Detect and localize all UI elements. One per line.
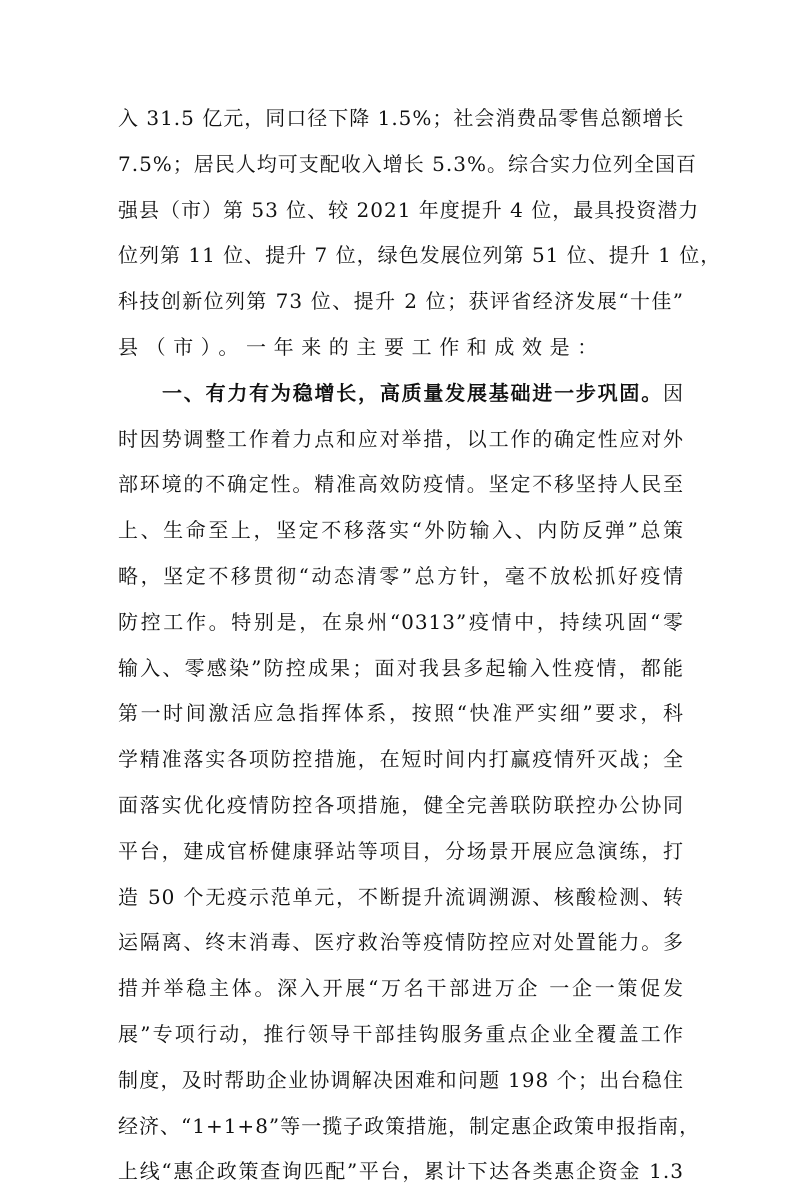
text-line: 略，坚定不移贯彻“动态清零”总方针，毫不放松抓好疫情 xyxy=(118,563,684,588)
text-line: 第一时间激活应急指挥体系，按照“快准严实细”要求，科 xyxy=(118,701,684,726)
text-line: 科技创新位列第 73 位、提升 2 位；获评省经济发展“十佳” xyxy=(118,289,684,314)
text-line: 上、生命至上，坚定不移落实“外防输入、内防反弹”总策 xyxy=(118,518,684,543)
document-page xyxy=(118,100,722,1199)
text-line: 部环境的不确定性。精准高效防疫情。坚定不移坚持人民至 xyxy=(118,472,684,497)
section-heading: 一、有力有为稳增长，高质量发展基础进一步巩固。 xyxy=(162,380,663,405)
text-line: 输入、零感染”防控成果；面对我县多起输入性疫情，都能 xyxy=(118,655,684,680)
text-line: 制度，及时帮助企业协调解决困难和问题 198 个；出台稳住 xyxy=(118,1067,684,1092)
text-line: 上线“惠企政策查询匹配”平台，累计下达各类惠企资金 1.3 xyxy=(118,1159,684,1184)
text-line: 平台，建成官桥健康驿站等项目，分场景开展应急演练，打 xyxy=(118,838,684,863)
text-line: 学精准落实各项防控措施，在短时间内打赢疫情歼灭战；全 xyxy=(118,747,684,772)
text-line: 措并举稳主体。深入开展“万名干部进万企 一企一策促发 xyxy=(118,976,684,1001)
text-line: 经济、“1+1+8”等一揽子政策措施，制定惠企政策申报指南， xyxy=(118,1113,701,1138)
text-line: 展”专项行动，推行领导干部挂钩服务重点企业全覆盖工作 xyxy=(118,1021,684,1046)
text-fragment: 因 xyxy=(663,380,684,405)
text-line: 位列第 11 位、提升 7 位，绿色发展位列第 51 位、提升 1 位， xyxy=(118,243,722,268)
text-line: 面落实优化疫情防控各项措施，健全完善联防联控办公协同 xyxy=(118,792,684,817)
text-line: 防控工作。特别是，在泉州“0313”疫情中，持续巩固“零 xyxy=(118,609,684,634)
text-line: 造 50 个无疫示范单元，不断提升流调溯源、核酸检测、转 xyxy=(118,884,684,909)
section-heading-line xyxy=(118,375,684,421)
text-line: 运隔离、终末消毒、医疗救治等疫情防控应对处置能力。多 xyxy=(118,930,684,955)
text-line: 县（市）。一年来的主要工作和成效是： xyxy=(118,334,605,359)
text-line: 入 31.5 亿元，同口径下降 1.5%；社会消费品零售总额增长 xyxy=(118,106,685,130)
text-line: 强县（市）第 53 位、较 2021 年度提升 4 位，最具投资潜力 xyxy=(118,197,700,222)
text-line: 时因势调整工作着力点和应对举措，以工作的确定性应对外 xyxy=(118,426,684,451)
text-line: 7.5%；居民人均可支配收入增长 5.3%。综合实力位列全国百 xyxy=(118,151,697,176)
